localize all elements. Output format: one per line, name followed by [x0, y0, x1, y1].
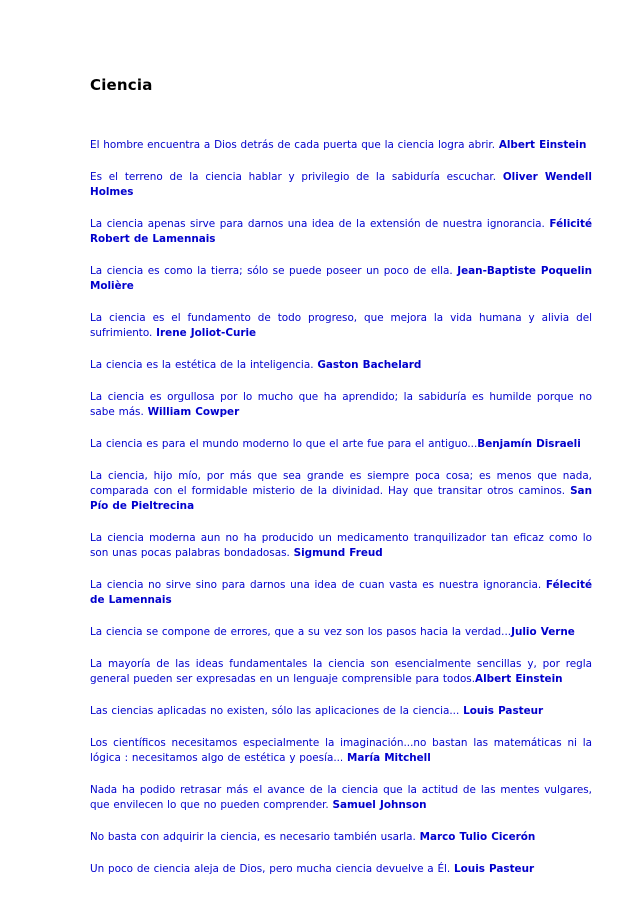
quote-text: La ciencia es para el mundo moderno lo que el arte fue para el antiguo...: [90, 438, 478, 450]
quote-author: Félecité de Lamennais: [90, 579, 592, 606]
quote-list: [90, 138, 592, 894]
quote-text: No basta con adquirir la ciencia, es necesario también usarla.: [90, 831, 416, 843]
quote-item: [90, 437, 592, 452]
quote-item: [90, 469, 592, 514]
quote-item: [90, 264, 592, 294]
quote-text: La ciencia se compone de errores, que a su vez son los pasos hacia la verdad...: [90, 626, 512, 638]
quote-text: Un poco de ciencia aleja de Dios, pero mucha ciencia devuelve a Él.: [90, 863, 451, 875]
quote-author: Benjamín Disraeli: [477, 438, 581, 450]
quote-text: La ciencia es la estética de la inteligencia.: [90, 359, 314, 371]
quote-item: [90, 390, 592, 420]
quote-item: [90, 217, 592, 247]
quote-item: [90, 830, 592, 845]
page-title: Ciencia: [90, 76, 153, 94]
quote-item: [90, 657, 592, 687]
quote-item: [90, 625, 592, 640]
quote-item: [90, 170, 592, 200]
quote-text: Los científicos necesitamos especialmente la imaginación...no bastan las matemáticas ni la lógica : necesitamos algo de estética y poesía...: [90, 737, 592, 764]
quote-author: Louis Pasteur: [463, 705, 544, 717]
quote-item: [90, 736, 592, 766]
quote-text: La ciencia es como la tierra; sólo se puede poseer un poco de ella.: [90, 265, 453, 277]
quote-author: Sigmund Freud: [293, 547, 383, 559]
quote-text: La ciencia no sirve sino para darnos una idea de cuan vasta es nuestra ignorancia.: [90, 579, 542, 591]
quote-author: Gaston Bachelard: [317, 359, 422, 371]
quote-item: [90, 358, 592, 373]
quote-author: Oliver Wendell Holmes: [90, 171, 592, 198]
quote-text: La ciencia, hijo mío, por más que sea grande es siempre poca cosa; es menos que nada, comparada con el formidable misterio de la divinidad. Hay que transitar otros caminos.: [90, 470, 592, 497]
quote-author: Irene Joliot-Curie: [156, 327, 257, 339]
quote-author: Jean-Baptiste Poquelin Molière: [90, 265, 592, 292]
quote-item: [90, 783, 592, 813]
quote-item: [90, 138, 592, 153]
quote-item: [90, 531, 592, 561]
quote-text: La ciencia moderna aun no ha producido un medicamento tranquilizador tan eficaz como lo son unas pocas palabras bondadosas.: [90, 532, 592, 559]
quote-text: La ciencia es orgullosa por lo mucho que ha aprendido; la sabiduría es humilde porque no sabe más.: [90, 391, 592, 418]
quote-text: Las ciencias aplicadas no existen, sólo las aplicaciones de la ciencia...: [90, 705, 460, 717]
quote-author: William Cowper: [147, 406, 240, 418]
quote-author: San Pío de Pieltrecina: [90, 485, 592, 512]
quote-author: Albert Einstein: [498, 139, 587, 151]
quote-item: [90, 862, 592, 877]
quote-author: Samuel Johnson: [332, 799, 427, 811]
quote-author: Albert Einstein: [475, 673, 563, 685]
quote-text: La mayoría de las ideas fundamentales la ciencia son esencialmente sencillas y, por regla general pueden ser expresadas en un lenguaje comprensible para todos.: [90, 658, 592, 685]
quote-text: Nada ha podido retrasar más el avance de la ciencia que la actitud de las mentes vulgares, que envilecen lo que no pueden comprender.: [90, 784, 592, 811]
quote-author: Louis Pasteur: [454, 863, 535, 875]
quote-author: María Mitchell: [347, 752, 431, 764]
quote-text: La ciencia apenas sirve para darnos una idea de la extensión de nuestra ignorancia.: [90, 218, 545, 230]
quote-author: Marco Tulio Cicerón: [419, 831, 536, 843]
quote-text: La ciencia es el fundamento de todo progreso, que mejora la vida humana y alivia del sufrimiento.: [90, 312, 592, 339]
quote-text: Es el terreno de la ciencia hablar y privilegio de la sabiduría escuchar.: [90, 171, 497, 183]
quote-author: Félicité Robert de Lamennais: [90, 218, 592, 245]
quote-item: [90, 578, 592, 608]
quote-author: Julio Verne: [511, 626, 575, 638]
quote-text: El hombre encuentra a Dios detrás de cada puerta que la ciencia logra abrir.: [90, 139, 496, 151]
quote-item: [90, 704, 592, 719]
quote-item: [90, 311, 592, 341]
